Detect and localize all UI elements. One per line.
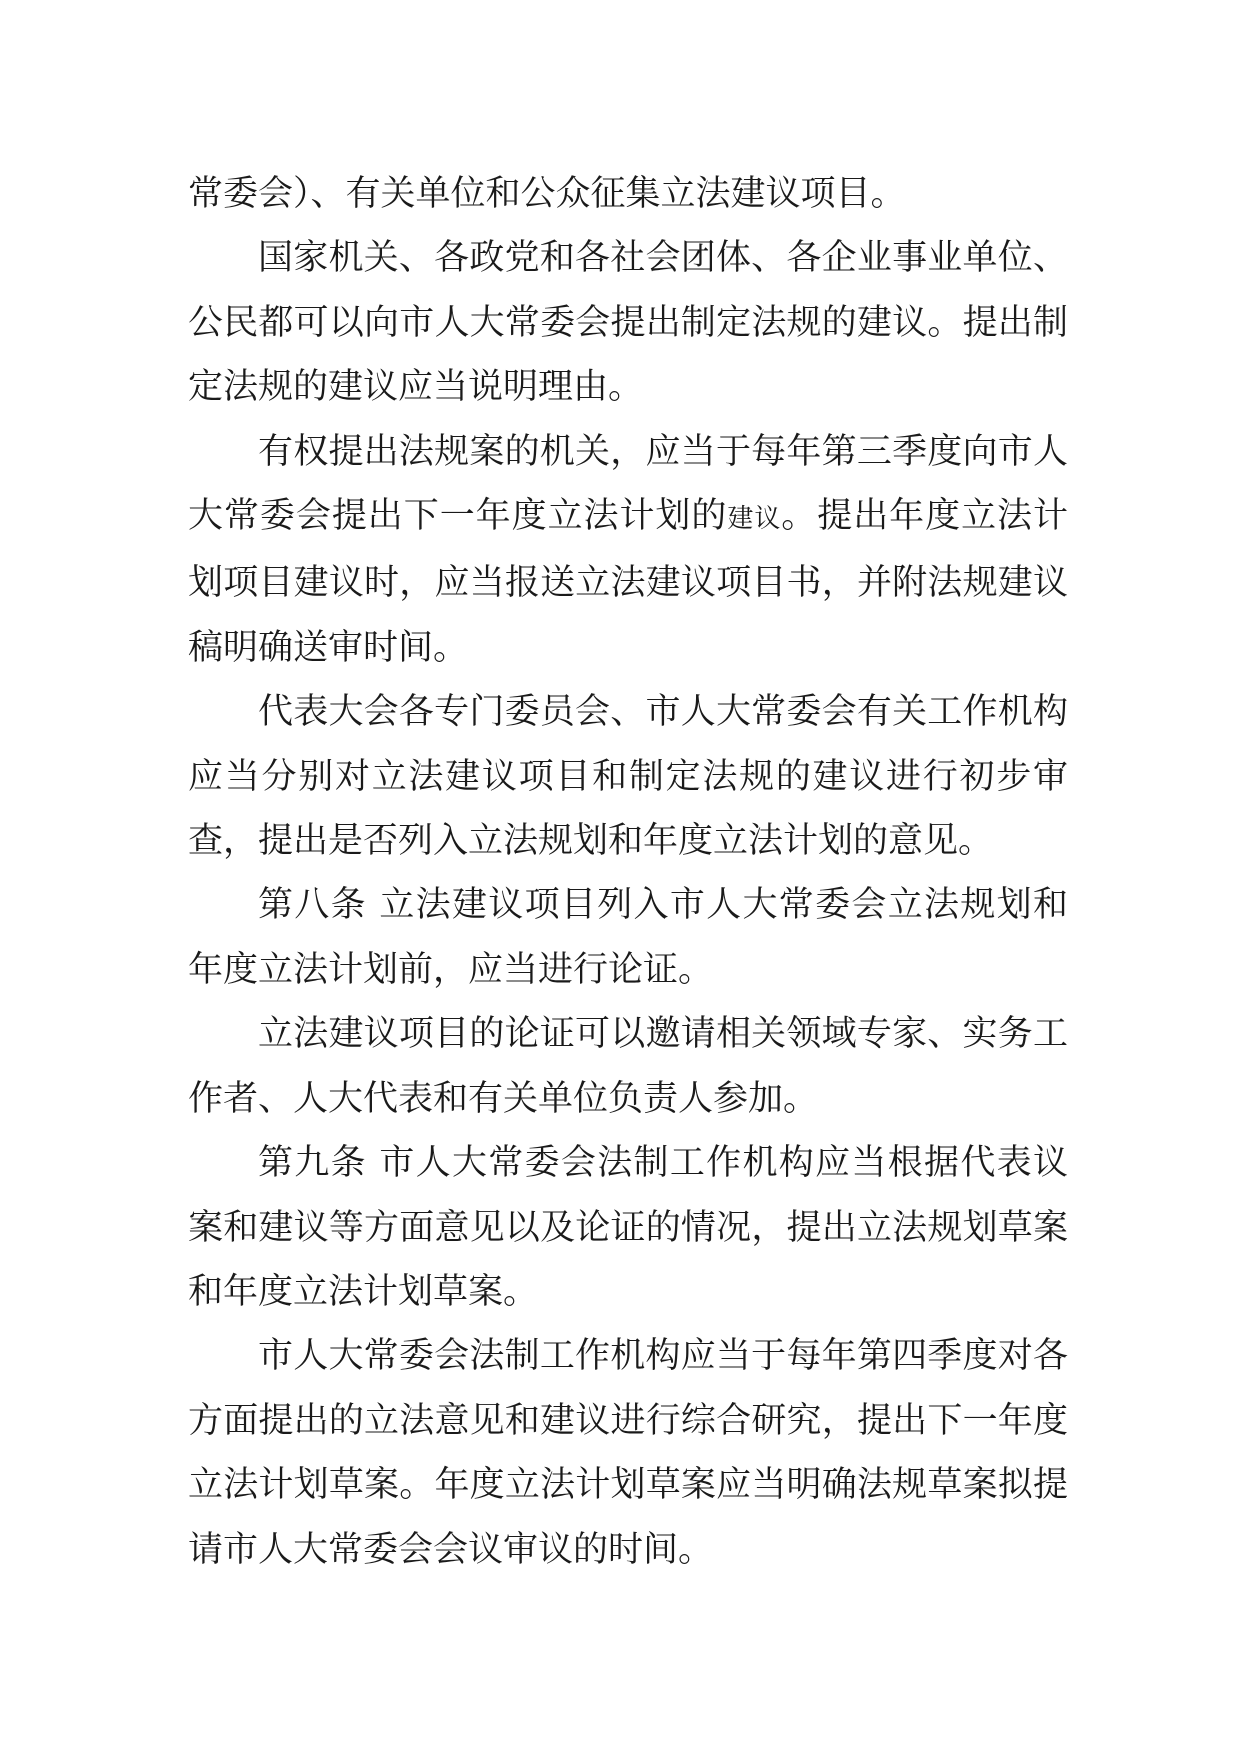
paragraph-8: 市人大常委会法制工作机构应当于每年第四季度对各方面提出的立法意见和建议进行综合研究，提出下一年度立法计划草案。年度立法计划草案应当明确法规草案拟提请市人大常委会会议审议的时间。 (188, 1336, 1068, 1570)
paragraph-article-9: 第九条 市人大常委会法制工作机构应当根据代表议案和建议等方面意见以及论证的情况，提出立法规划草案和年度立法计划草案。 (188, 1143, 1068, 1312)
paragraph-6: 立法建议项目的论证可以邀请相关领域专家、实务工作者、人大代表和有关单位负责人参加。 (188, 1014, 1068, 1119)
paragraph-3-part-2: 。提出年度立法计划项目建议时，应当报送立法建议项目书，并附法规建议稿明确送审时间。 (188, 496, 1068, 668)
paragraph-2: 国家机关、各政党和各社会团体、各企业事业单位、公民都可以向市人大常委会提出制定法规的建议。提出制定法规的建议应当说明理由。 (188, 238, 1068, 408)
paragraph-1: 常委会）、有关单位和公众征集立法建议项目。 (188, 174, 906, 214)
paragraph-article-8: 第八条 立法建议项目列入市人大常委会立法规划和年度立法计划前，应当进行论证。 (188, 885, 1068, 990)
paragraph-3 (188, 420, 1068, 681)
document-body (188, 162, 1068, 1582)
paragraph-4: 代表大会各专门委员会、市人大常委会有关工作机构应当分别对立法建议项目和制定法规的建议进行初步审查，提出是否列入立法规划和年度立法计划的意见。 (188, 692, 1068, 862)
paragraph-3-part-1: 有权提出法规案的机关，应当于每年第三季度向市人大常委会提出下一年度立法计划的 (188, 431, 1068, 537)
paragraph-3-small-text: 建议 (727, 504, 782, 535)
